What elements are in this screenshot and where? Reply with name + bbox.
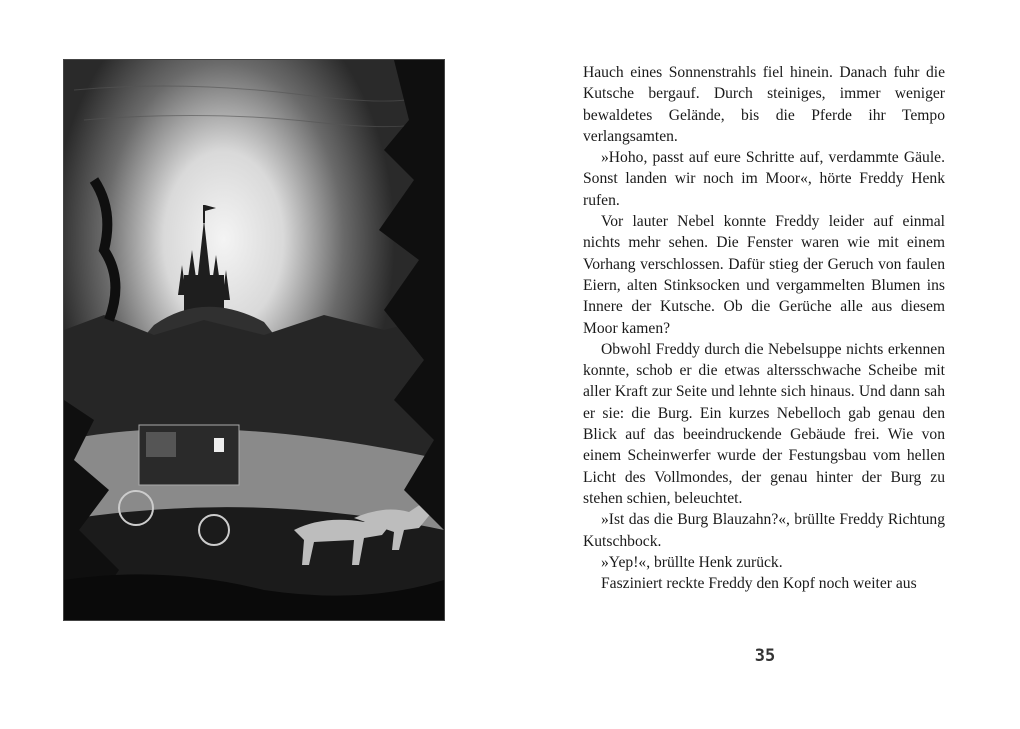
paragraph: Obwohl Freddy durch die Nebelsuppe nichts erkennen konnte, schob er die etwas altersschwache Scheibe mit aller Kraft zur Seite und lehnte sich hinaus. Und dann sah er sie: die Burg. Ein kurzes Nebelloch gab genau den Blick auf das beeindruckende Gebäude frei. Wie von einem Scheinwerfer wurde der Festungsbau vom hellen Licht des Vollmondes, der genau hinter der Burg zu stehen schien, beleuchtet. xyxy=(583,340,945,507)
paragraph: »Hoho, passt auf eure Schritte auf, verdammte Gäule. Sonst landen wir noch im Moor«, hörte Freddy Henk rufen. xyxy=(583,149,945,209)
castle-night-carriage-illustration xyxy=(64,60,444,620)
text-column xyxy=(583,62,945,594)
paragraph: »Ist das die Burg Blauzahn?«, brüllte Freddy Richtung Kutschbock. xyxy=(583,511,945,550)
page-number: 35 xyxy=(754,646,776,666)
paragraph: Fasziniert reckte Freddy den Kopf noch weiter aus xyxy=(601,575,917,593)
book-illustration xyxy=(64,60,444,620)
paragraph: »Yep!«, brüllte Henk zurück. xyxy=(601,553,783,571)
paragraph: Vor lauter Nebel konnte Freddy leider auf einmal nichts mehr sehen. Die Fenster waren wie mit einem Vorhang verschlossen. Dafür stieg der Geruch von faulen Eiern, alten Stinksocken und vergammelten Blumen ins Innere der Kutsche. Ob die Gerüche alle aus diesem Moor kamen? xyxy=(583,213,945,337)
paragraph: Hauch eines Sonnenstrahls fiel hinein. Danach fuhr die Kutsche bergauf. Durch steiniges, immer weniger bewaldetes Gelände, bis die Pferde ihr Tempo verlangsamten. xyxy=(583,64,945,145)
